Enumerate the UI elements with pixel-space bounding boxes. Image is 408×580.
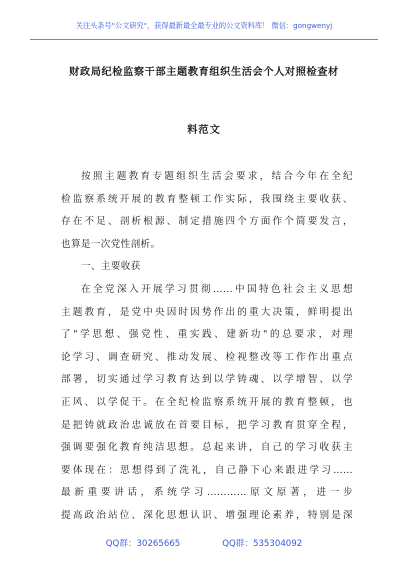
footer-qq-group-2: QQ群：535304092 [222,539,303,549]
paragraph-line: 正风、以学促干。在全纪检监察系统开展的教育整顿，也 [61,396,353,408]
paragraph-line: 也算是一次党性剖析。 [61,238,161,250]
paragraph-line: 最新重要讲话，系统学习…………原文原著，进一步 [61,487,353,499]
paragraph-line: 提高政治站位、深化思想认识、增强理论素养，特别是深 [61,509,353,521]
paragraph-line: 主题教育，是党中央因时因势作出的重大决策，鲜明提出 [61,306,353,318]
document-title-continuation: 料范文 [187,125,221,136]
section-heading: 一、主要收获 [81,261,141,273]
paragraph-line: 论学习、调查研究、推动发展、检视整改等工作作出重点 [61,351,353,363]
paragraph-line: 强调要强化教育纯洁思想。总起来讲，自己的学习收获主 [61,442,353,454]
document-title: 财政局纪检监察干部主题教育组织生活会个人对照检查材 [69,67,339,78]
header-promo-note: 关注头条号"公文研究"，获得最新最全最专业的公文资料库！ 微信：gongwenyj [75,21,333,30]
paragraph-line: 按照主题教育专题组织生活会要求，结合今年在全纪 [81,171,353,182]
paragraph-line: 在全党深入开展学习贯彻……中国特色社会主义思想 [81,283,353,295]
paragraph-line: 是把铸就政治忠诚放在首要目标，把学习教育贯穿全程， [61,419,353,431]
paragraph-line: 存在不足、剖析根源、制定措施四个方面作个简要发言， [61,216,353,228]
header-divider [30,39,378,40]
footer-qq-group-1: QQ群：30265665 [105,539,181,549]
paragraph-line: 要体现在：思想得到了洗礼，自己静下心来跟进学习…… [61,464,353,476]
footer-contact [0,537,408,549]
paragraph-line: 检监察系统开展的教育整顿工作实际，我围绕主要收获、 [61,193,353,205]
paragraph-line: 部署，切实通过学习教育达到以学铸魂、以学增智、以学 [61,374,353,386]
paragraph-line: 了"学思想、强党性、重实践、建新功"的总要求，对理 [61,329,353,341]
document-body [61,166,353,528]
